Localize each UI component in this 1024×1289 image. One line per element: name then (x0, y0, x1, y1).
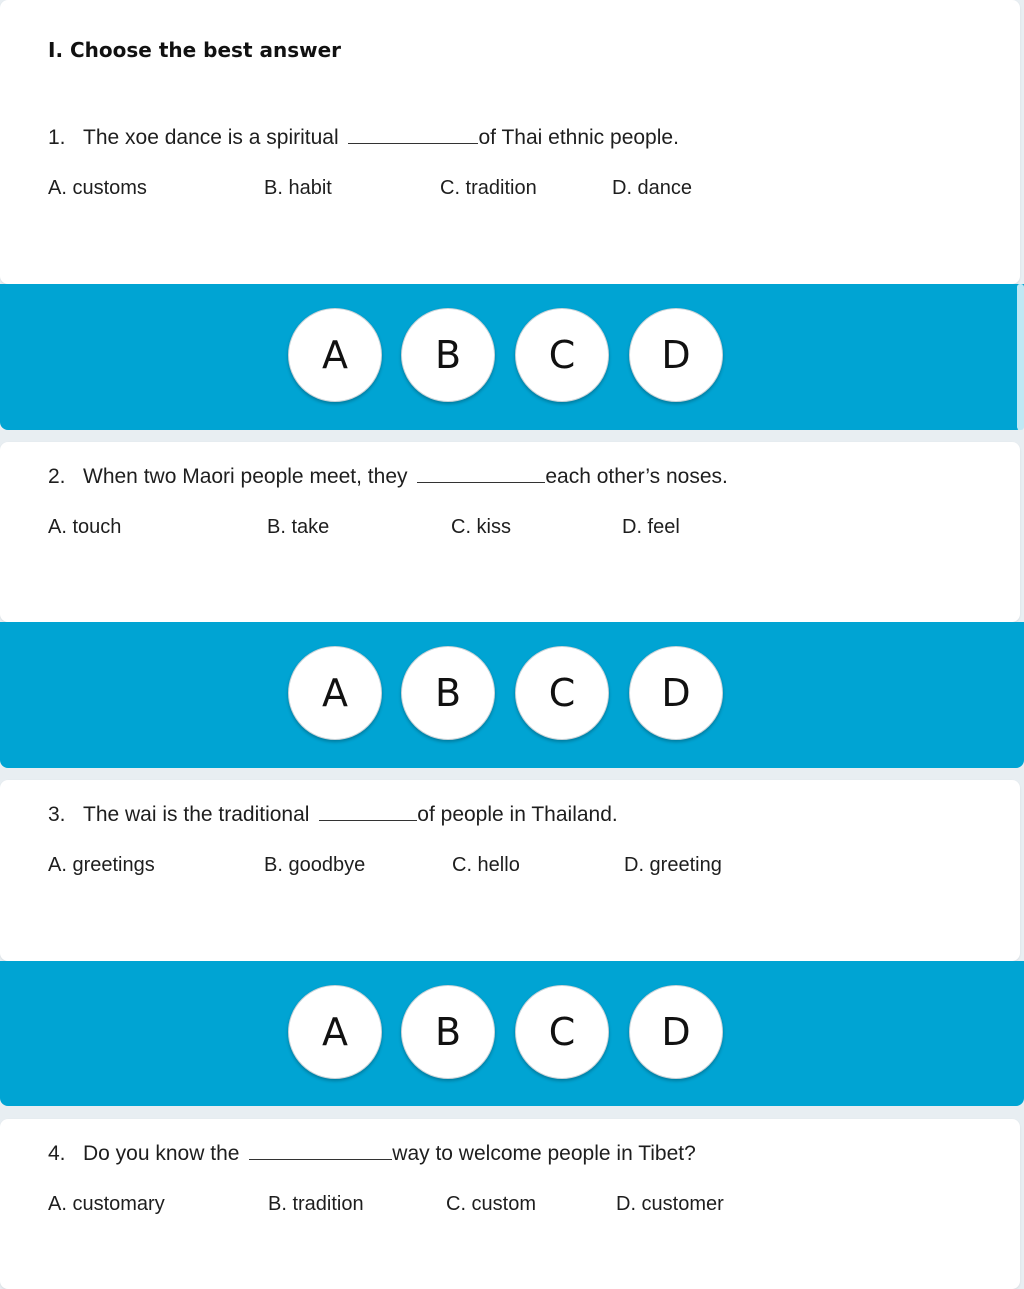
question-stem-after: each other’s noses. (545, 465, 728, 488)
answer-button-c[interactable]: C (515, 646, 609, 740)
question-stem-after: way to welcome people in Tibet? (392, 1142, 696, 1165)
answer-blank (249, 1142, 392, 1160)
answer-blank (348, 126, 478, 144)
option-d: D. customer (616, 1193, 724, 1215)
question-card-3 (0, 780, 1020, 961)
question-stem-before: The wai is the traditional (83, 803, 310, 826)
answer-blank (319, 803, 417, 821)
answer-panel-3 (0, 961, 1024, 1106)
question-card-1 (0, 0, 1020, 284)
option-b: B. habit (264, 177, 332, 199)
section-heading: I. Choose the best answer (48, 38, 342, 62)
answer-button-b[interactable]: B (401, 308, 495, 402)
option-c: C. custom (446, 1193, 537, 1215)
answer-button-d[interactable]: D (629, 985, 723, 1079)
answer-button-c[interactable]: C (515, 308, 609, 402)
answer-button-c[interactable]: C (515, 985, 609, 1079)
answer-button-b[interactable]: B (401, 646, 495, 740)
question-stem-after: of Thai ethnic people. (478, 126, 679, 149)
answer-button-d[interactable]: D (629, 308, 723, 402)
question-card-4 (0, 1119, 1020, 1289)
option-b: B. take (267, 516, 330, 538)
question-number: 4. (48, 1142, 66, 1165)
question-stem-before: Do you know the (83, 1142, 240, 1165)
option-a: A. customary (48, 1193, 165, 1215)
question-number: 3. (48, 803, 66, 826)
question-stem-after: of people in Thailand. (417, 803, 618, 826)
question-2-text (48, 465, 728, 489)
answer-button-a[interactable]: A (288, 308, 382, 402)
option-a: A. greetings (48, 854, 155, 876)
answer-button-b[interactable]: B (401, 985, 495, 1079)
option-d: D. dance (612, 177, 693, 199)
question-3-text (48, 803, 618, 827)
option-a: A. customs (48, 177, 147, 199)
option-c: C. kiss (451, 516, 511, 538)
option-b: B. tradition (268, 1193, 364, 1215)
answer-button-a[interactable]: A (288, 985, 382, 1079)
question-stem-before: The xoe dance is a spiritual (83, 126, 339, 149)
question-stem-before: When two Maori people meet, they (83, 465, 408, 488)
question-number: 2. (48, 465, 66, 488)
question-4-text (48, 1142, 696, 1166)
answer-button-a[interactable]: A (288, 646, 382, 740)
option-c: C. hello (452, 854, 520, 876)
question-card-2 (0, 442, 1020, 622)
scrollbar-thumb[interactable] (1017, 284, 1024, 430)
answer-button-d[interactable]: D (629, 646, 723, 740)
question-1-text (48, 126, 679, 150)
question-number: 1. (48, 126, 66, 149)
answer-blank (417, 465, 545, 483)
answer-panel-1 (0, 284, 1024, 430)
option-d: D. greeting (624, 854, 722, 876)
answer-panel-2 (0, 622, 1024, 768)
option-d: D. feel (622, 516, 680, 538)
option-a: A. touch (48, 516, 122, 538)
option-b: B. goodbye (264, 854, 366, 876)
option-c: C. tradition (440, 177, 537, 199)
